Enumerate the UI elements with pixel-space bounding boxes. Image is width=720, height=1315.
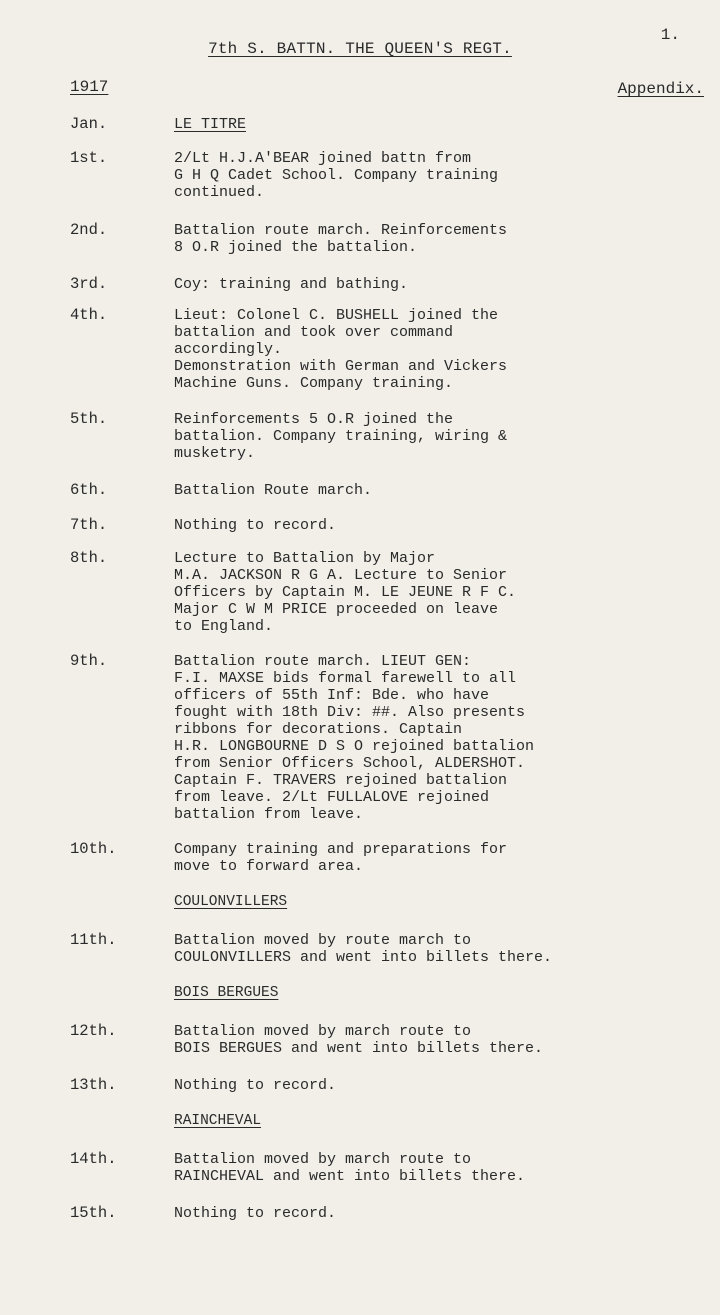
month-label: Jan. (70, 115, 108, 133)
month-row (0, 116, 720, 133)
diary-entry (0, 150, 720, 201)
diary-entry (0, 307, 720, 392)
entry-date: 10th. (70, 840, 117, 858)
location-heading: RAINCHEVAL (174, 1113, 262, 1129)
entry-text: Battalion route march. LIEUT GEN: F.I. MAXSE bids formal farewell to all officers of 55th Inf: Bde. who have fought with 18th Div: ##. Also presents ribbons for decorations. Captain H.R. LONGBOURNE D S O rejoined battalion from Senior Officers School, ALDERSHOT. Captain F. TRAVERS rejoined battalion from leave. 2/Lt FULLALOVE rejoined battalion from leave. (174, 653, 535, 823)
entry-date: 7th. (70, 516, 108, 534)
entry-date: 3rd. (70, 275, 108, 293)
entry-text: 2/Lt H.J.A'BEAR joined battn from G H Q Cadet School. Company training continued. (174, 150, 499, 201)
location-heading: BOIS BERGUES (174, 985, 279, 1001)
diary-entry (0, 222, 720, 256)
diary-entry (0, 411, 720, 462)
document-title-text: 7th S. BATTN. THE QUEEN'S REGT. (208, 40, 512, 58)
diary-entry (0, 653, 720, 823)
entry-text: Battalion Route march. (174, 482, 373, 499)
diary-entries (0, 116, 720, 1222)
appendix-label: Appendix. (617, 80, 704, 98)
entry-text: Lieut: Colonel C. BUSHELL joined the battalion and took over command accordingly. Demonstration with German and Vickers Machine Guns. Company training. (174, 307, 508, 392)
diary-entry (0, 517, 720, 534)
entry-date: 6th. (70, 481, 108, 499)
entry-text: Coy: training and bathing. (174, 276, 409, 293)
entry-text: Battalion route march. Reinforcements 8 O.R joined the battalion. (174, 222, 508, 256)
location-heading: COULONVILLERS (174, 894, 288, 910)
entry-date: 11th. (70, 931, 117, 949)
diary-entry (0, 276, 720, 293)
entry-text: Battalion moved by route march to COULONVILLERS and went into billets there. (174, 932, 553, 966)
entry-date: 14th. (70, 1150, 117, 1168)
diary-entry (0, 932, 720, 966)
entry-date: 12th. (70, 1022, 117, 1040)
location-heading: LE TITRE (174, 116, 247, 133)
entry-date: 15th. (70, 1204, 117, 1222)
page-number: 1. (660, 26, 680, 44)
entry-date: 13th. (70, 1076, 117, 1094)
entry-date: 9th. (70, 652, 108, 670)
entry-text: Battalion moved by march route to BOIS BERGUES and went into billets there. (174, 1023, 544, 1057)
entry-date: 2nd. (70, 221, 108, 239)
entry-text: Reinforcements 5 O.R joined the battalion. Company training, wiring & musketry. (174, 411, 508, 462)
document-title (0, 40, 720, 58)
entry-text: Nothing to record. (174, 517, 337, 534)
entry-text: Company training and preparations for move to forward area. (174, 841, 508, 875)
year-heading: 1917 (70, 78, 109, 96)
diary-entry (0, 1023, 720, 1057)
entry-date: 1st. (70, 149, 108, 167)
diary-entry (0, 1151, 720, 1185)
entry-date: 5th. (70, 410, 108, 428)
diary-entry (0, 1077, 720, 1094)
diary-entry (0, 550, 720, 635)
diary-entry (0, 841, 720, 875)
entry-date: 8th. (70, 549, 108, 567)
entry-date: 4th. (70, 306, 108, 324)
diary-entry (0, 482, 720, 499)
entry-text: Lecture to Battalion by Major M.A. JACKSON R G A. Lecture to Senior Officers by Captain M. LE JEUNE R F C. Major C W M PRICE proceeded on leave to England. (174, 550, 517, 635)
entry-text: Nothing to record. (174, 1205, 337, 1222)
entry-text: Battalion moved by march route to RAINCHEVAL and went into billets there. (174, 1151, 526, 1185)
diary-entry (0, 1205, 720, 1222)
entry-text: Nothing to record. (174, 1077, 337, 1094)
